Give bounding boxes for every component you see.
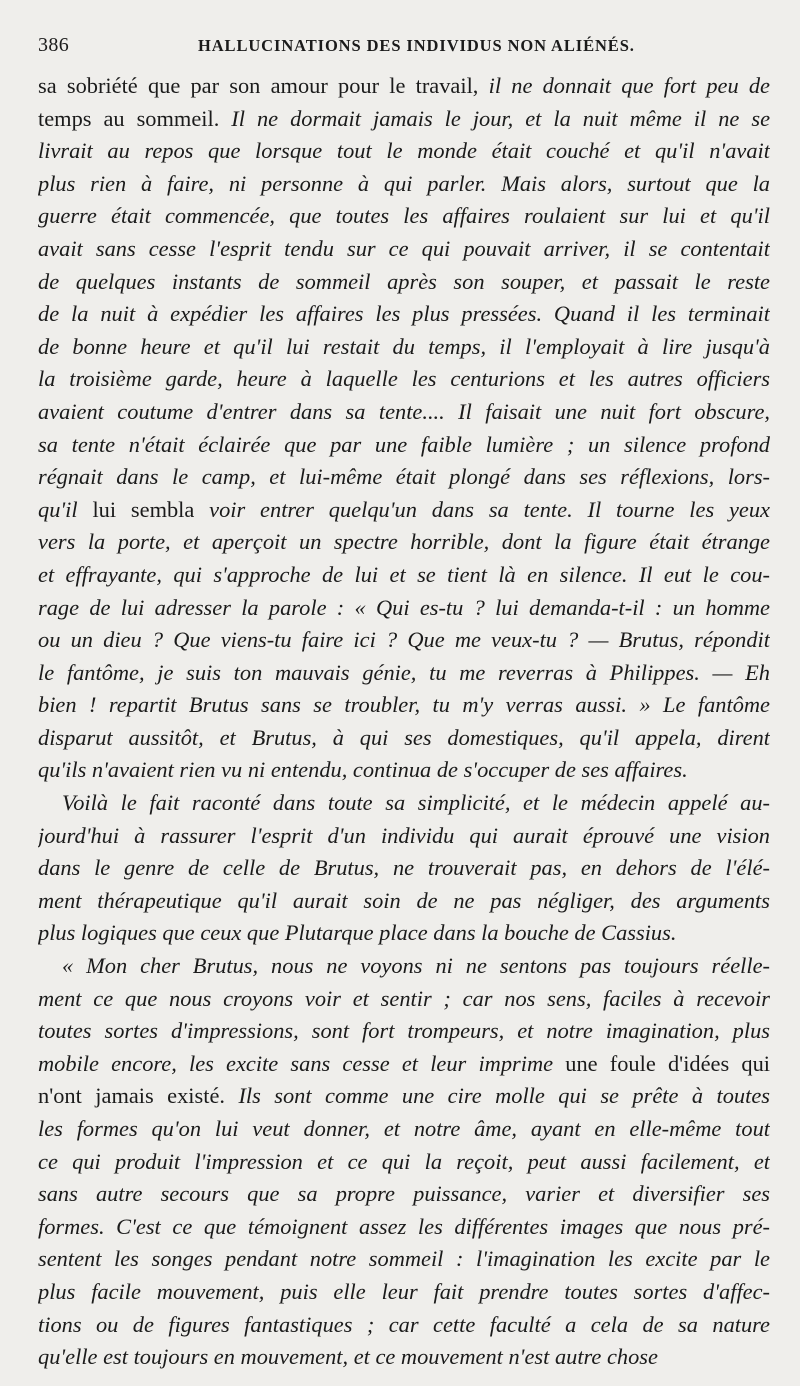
italic-text: qu'il: [38, 496, 93, 522]
text-line: [38, 624, 770, 657]
text-line: temps au sommeil. Il ne dormait jamais le jour, et la nuit même il ne se: [38, 105, 770, 131]
italic-text: ment ce que nous croyons voir et sentir ; car nos sens, faciles à recevoir: [38, 985, 770, 1011]
text-line: mobile encore, les excite sans cesse et leur imprime une foule d'idées qui: [38, 1050, 770, 1076]
italic-text: sentent les songes pendant notre sommeil : l'imagination les excite par le: [38, 1246, 770, 1272]
italic-text: jourd'hui à rassurer l'esprit d'un individu qui aurait éprouvé une vision: [38, 822, 770, 848]
text-line: [38, 1178, 770, 1211]
running-title: HALLUCINATIONS DES INDIVIDUS NON ALIÉNÉS.: [198, 36, 635, 55]
italic-text: il ne donnait que fort peu de: [488, 73, 770, 98]
italic-text: plus facile mouvement, puis elle leur fait prendre toutes sortes d'affec-: [38, 1278, 770, 1304]
text-line: [38, 266, 770, 299]
italic-text: dans le genre de celle de Brutus, ne trouverait pas, en dehors de l'élé-: [38, 855, 770, 881]
italic-text: le fantôme, je suis ton mauvais génie, tu me reverras à Philippes. — Eh: [38, 659, 770, 685]
italic-text: avaient coutume d'entrer dans sa tente.... Il faisait une nuit fort obscure,: [38, 398, 770, 424]
italic-text: disparut aussitôt, et Brutus, à qui ses domestiques, qu'il appela, dirent: [38, 724, 770, 750]
italic-text: livrait au repos que lorsque tout le monde était couché et qu'il n'avait: [38, 138, 770, 164]
text-line: [38, 526, 770, 559]
italic-text: plus rien à faire, ni personne à qui parler. Mais alors, surtout que la: [38, 170, 770, 196]
text-line: [38, 1243, 770, 1276]
italic-text: de bonne heure et qu'il lui restait du temps, il l'employait à lire jusqu'à: [38, 333, 770, 359]
text-line: qu'il lui sembla voir entrer quelqu'un dans sa tente. Il tourne les yeux: [38, 496, 770, 522]
italic-text: sans autre secours que sa propre puissance, varier et diversifier ses: [38, 1181, 770, 1207]
text-line: [38, 331, 770, 364]
italic-text: tions ou de figures fantastiques ; car cette faculté a cela de sa nature: [38, 1311, 770, 1337]
italic-text: rage de lui adresser la parole : « Qui es-tu ? lui demanda-t-il : un homme: [38, 594, 770, 620]
italic-text: « Mon cher Brutus, nous ne voyons ni ne sentons pas toujours réelle-: [62, 953, 770, 979]
text-line: [38, 1015, 770, 1048]
text-line: [38, 917, 770, 950]
italic-text: qu'ils n'avaient rien vu ni entendu, continua de s'occuper de ses affaires.: [38, 757, 688, 783]
italic-text: vers la porte, et aperçoit un spectre horrible, dont la figure était étrange: [38, 529, 770, 555]
text-line: [38, 722, 770, 755]
text-line: sa sobriété que par son amour pour le travail, il ne donnait que fort peu de: [38, 73, 770, 98]
italic-text: qu'elle est toujours en mouvement, et ce mouvement n'est autre chose: [38, 1344, 658, 1370]
italic-text: de la nuit à expédier les affaires les plus pressées. Quand il les terminait: [38, 301, 770, 327]
italic-text: voir entrer quelqu'un dans sa tente. Il tourne les yeux: [194, 496, 770, 522]
page-header: [38, 34, 770, 68]
text-line: [38, 689, 770, 722]
italic-text: régnait dans le camp, et lui-même était plongé dans ses réflexions, lors-: [38, 464, 770, 490]
text-line: [38, 1146, 770, 1179]
italic-text: mobile encore, les excite sans cesse et leur imprime: [38, 1050, 566, 1076]
text-line: [38, 787, 770, 820]
text-line: [38, 657, 770, 690]
text-line: [38, 461, 770, 494]
text-line: [38, 200, 770, 233]
text-line: [38, 233, 770, 266]
page-number: 386: [38, 34, 70, 56]
italic-text: ce qui produit l'impression et ce qui la reçoit, peut aussi facilement, et: [38, 1148, 770, 1174]
text-line: [38, 135, 770, 168]
italic-text: toutes sortes d'impressions, sont fort trompeurs, et notre imagination, plus: [38, 1018, 770, 1044]
text-line: [38, 820, 770, 853]
text-line: [38, 1113, 770, 1146]
italic-text: formes. C'est ce que témoignent assez les différentes images que nous pré-: [38, 1213, 770, 1239]
text-line: [38, 592, 770, 625]
italic-text: la troisième garde, heure à laquelle les centurions et les autres officiers: [38, 366, 770, 392]
italic-text: de quelques instants de sommeil après son souper, et passait le reste: [38, 268, 770, 294]
italic-text: bien ! repartit Brutus sans se troubler, tu m'y verras aussi. » Le fantôme: [38, 692, 770, 718]
text-line: [38, 1276, 770, 1309]
text-line: [38, 1341, 770, 1374]
text-line: [38, 429, 770, 462]
text-line: [38, 983, 770, 1016]
italic-text: Il ne dormait jamais le jour, et la nuit même il ne se: [219, 105, 770, 131]
text-line: [38, 168, 770, 201]
italic-text: et effrayante, qui s'approche de lui et se tient là en silence. Il eut le cou-: [38, 561, 770, 587]
italic-text: sa tente n'était éclairée que par une faible lumière ; un silence profond: [38, 431, 770, 457]
text-line: n'ont jamais existé. Ils sont comme une cire molle qui se prête à toutes: [38, 1083, 770, 1109]
text-line: [38, 754, 770, 787]
italic-text: les formes qu'on lui veut donner, et notre âme, ayant en elle-même tout: [38, 1116, 770, 1141]
text-line: [38, 1309, 770, 1342]
text-line: [38, 396, 770, 429]
text-line: [38, 298, 770, 331]
italic-text: avait sans cesse l'esprit tendu sur ce qui pouvait arriver, il se contentait: [38, 235, 770, 261]
text-line: [38, 1211, 770, 1244]
italic-text: ment thérapeutique qu'il aurait soin de ne pas négliger, des arguments: [38, 887, 770, 913]
page-body-text: [38, 70, 770, 1374]
italic-text: ou un dieu ? Que viens-tu faire ici ? Que me veux-tu ? — Brutus, répondit: [38, 627, 770, 653]
italic-text: Voilà le fait raconté dans toute sa simplicité, et le médecin appelé au-: [62, 790, 770, 816]
italic-text: plus logiques que ceux que Plutarque place dans la bouche de Cassius.: [38, 920, 677, 946]
italic-text: guerre était commencée, que toutes les affaires roulaient sur lui et qu'il: [38, 203, 770, 229]
text-line: [38, 950, 770, 983]
text-line: [38, 852, 770, 885]
italic-text: Ils sont comme une cire molle qui se prête à toutes: [225, 1083, 770, 1109]
text-line: [38, 559, 770, 592]
text-line: [38, 885, 770, 918]
text-line: [38, 363, 770, 396]
